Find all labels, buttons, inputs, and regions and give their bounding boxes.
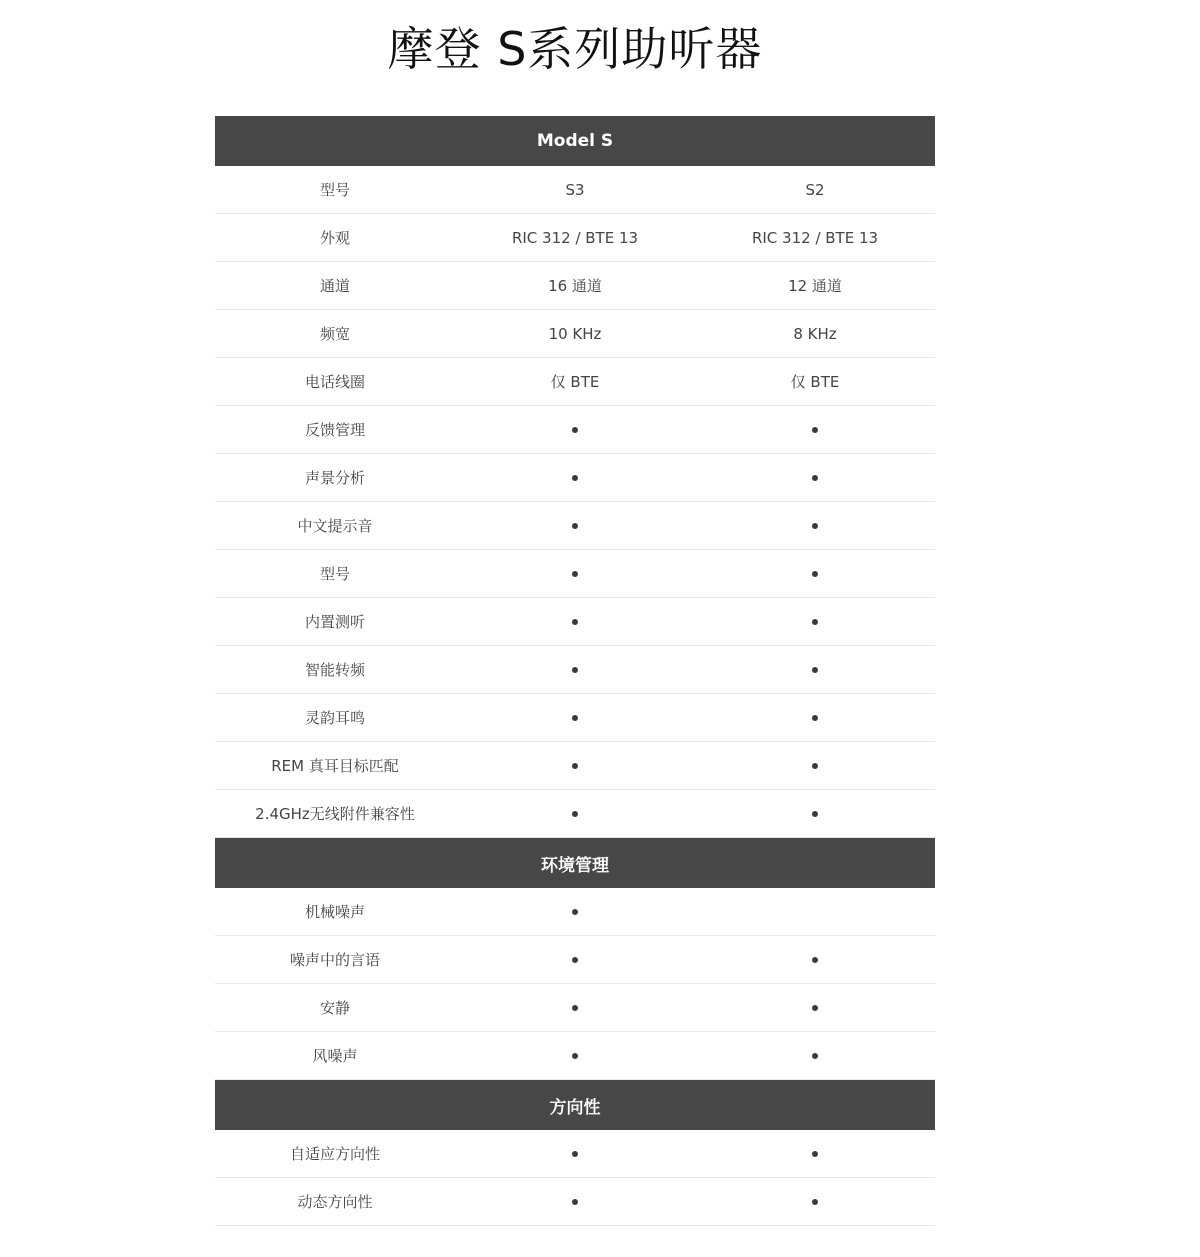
row-label: 外观: [319, 229, 350, 247]
section-header: 环境管理: [215, 838, 935, 888]
row-label: 2.4GHz无线附件兼容性: [255, 805, 415, 823]
feature-dot-icon: [572, 909, 578, 915]
value-s2: [695, 805, 935, 823]
value-s3: S3: [565, 180, 585, 199]
feature-dot-icon: [572, 1005, 578, 1011]
row-label: 自适应方向性: [289, 1145, 380, 1163]
value-s3: [455, 757, 695, 775]
value-s3: 仅 BTE: [550, 373, 600, 391]
value-s2: [695, 951, 935, 969]
table-row: [215, 790, 935, 838]
row-label: 安静: [319, 999, 350, 1017]
table-row: [215, 742, 935, 790]
value-s3: [455, 999, 695, 1017]
value-s3: [455, 709, 695, 727]
feature-dot-icon: [812, 763, 818, 769]
table-row: [215, 1130, 935, 1178]
value-s3: [455, 421, 695, 439]
value-s2: [695, 469, 935, 487]
table-row: [215, 598, 935, 646]
value-s2: 仅 BTE: [790, 373, 840, 391]
table-row: [215, 454, 935, 502]
section-header: Model S: [215, 116, 935, 166]
feature-dot-icon: [572, 619, 578, 625]
feature-dot-icon: [572, 523, 578, 529]
value-s2: [695, 517, 935, 535]
table-row: [215, 406, 935, 454]
row-label: 频宽: [319, 325, 350, 343]
feature-dot-icon: [572, 1199, 578, 1205]
value-s3: RIC 312 / BTE 13: [511, 228, 639, 247]
value-s2: RIC 312 / BTE 13: [751, 228, 879, 247]
table-row: [215, 502, 935, 550]
table-row: [215, 214, 935, 262]
row-label: 中文提示音: [297, 517, 373, 535]
value-s2: [695, 1145, 935, 1163]
spec-table: [215, 116, 935, 1226]
value-s3: [455, 613, 695, 631]
row-label: 内置测听: [304, 613, 365, 631]
feature-dot-icon: [812, 1005, 818, 1011]
feature-dot-icon: [572, 475, 578, 481]
value-s3: 10 KHz: [548, 324, 602, 343]
value-s2: [695, 661, 935, 679]
value-s3: [455, 1145, 695, 1163]
feature-dot-icon: [572, 811, 578, 817]
table-row: [215, 1178, 935, 1226]
row-label: 动态方向性: [297, 1193, 373, 1211]
row-label: 电话线圈: [304, 373, 365, 391]
row-label: 灵韵耳鸣: [304, 709, 365, 727]
table-row: [215, 984, 935, 1032]
value-s2: [695, 709, 935, 727]
page-title: 摩登 S系列助听器: [387, 22, 763, 76]
value-s2: 12 通道: [788, 277, 842, 295]
value-s3: [455, 1193, 695, 1211]
value-s3: [455, 1047, 695, 1065]
feature-dot-icon: [812, 475, 818, 481]
value-s2: S2: [805, 180, 825, 199]
row-label: 型号: [319, 181, 350, 199]
value-s3: [455, 951, 695, 969]
value-s2: [695, 421, 935, 439]
table-row: [215, 262, 935, 310]
value-s3: [455, 661, 695, 679]
value-s3: [455, 565, 695, 583]
feature-dot-icon: [812, 957, 818, 963]
row-label: 机械噪声: [304, 903, 365, 921]
table-row: [215, 1032, 935, 1080]
feature-dot-icon: [572, 715, 578, 721]
table-row: [215, 358, 935, 406]
table-row: [215, 936, 935, 984]
row-label: 型号: [319, 565, 350, 583]
feature-dot-icon: [572, 763, 578, 769]
row-label: 通道: [319, 277, 350, 295]
table-row: [215, 310, 935, 358]
feature-dot-icon: [572, 427, 578, 433]
row-label: 风噪声: [312, 1047, 358, 1065]
table-row: [215, 166, 935, 214]
table-row: [215, 550, 935, 598]
feature-dot-icon: [812, 1199, 818, 1205]
value-s2: [695, 565, 935, 583]
table-row: [215, 646, 935, 694]
value-s2: [695, 1193, 935, 1211]
value-s3: [455, 805, 695, 823]
feature-dot-icon: [812, 523, 818, 529]
row-label: 噪声中的言语: [289, 951, 380, 969]
feature-dot-icon: [572, 1053, 578, 1059]
feature-dot-icon: [812, 619, 818, 625]
feature-dot-icon: [572, 1151, 578, 1157]
feature-dot-icon: [572, 957, 578, 963]
value-s2: [695, 999, 935, 1017]
value-s2: [695, 1047, 935, 1065]
feature-dot-icon: [812, 427, 818, 433]
value-s3: [455, 903, 695, 921]
table-row: [215, 888, 935, 936]
value-s3: [455, 469, 695, 487]
feature-dot-icon: [812, 1053, 818, 1059]
value-s2: 8 KHz: [793, 324, 837, 343]
section-header: 方向性: [215, 1080, 935, 1130]
row-label: 声景分析: [304, 469, 365, 487]
row-label: 反馈管理: [304, 421, 365, 439]
value-s2: [695, 757, 935, 775]
feature-dot-icon: [812, 667, 818, 673]
feature-dot-icon: [812, 1151, 818, 1157]
row-label: REM 真耳目标匹配: [271, 757, 399, 775]
value-s3: 16 通道: [548, 277, 602, 295]
feature-dot-icon: [572, 571, 578, 577]
row-label: 智能转频: [304, 661, 365, 679]
feature-dot-icon: [812, 571, 818, 577]
table-row: [215, 694, 935, 742]
value-s3: [455, 517, 695, 535]
feature-dot-icon: [812, 811, 818, 817]
value-s2: [695, 613, 935, 631]
feature-dot-icon: [812, 715, 818, 721]
feature-dot-icon: [572, 667, 578, 673]
